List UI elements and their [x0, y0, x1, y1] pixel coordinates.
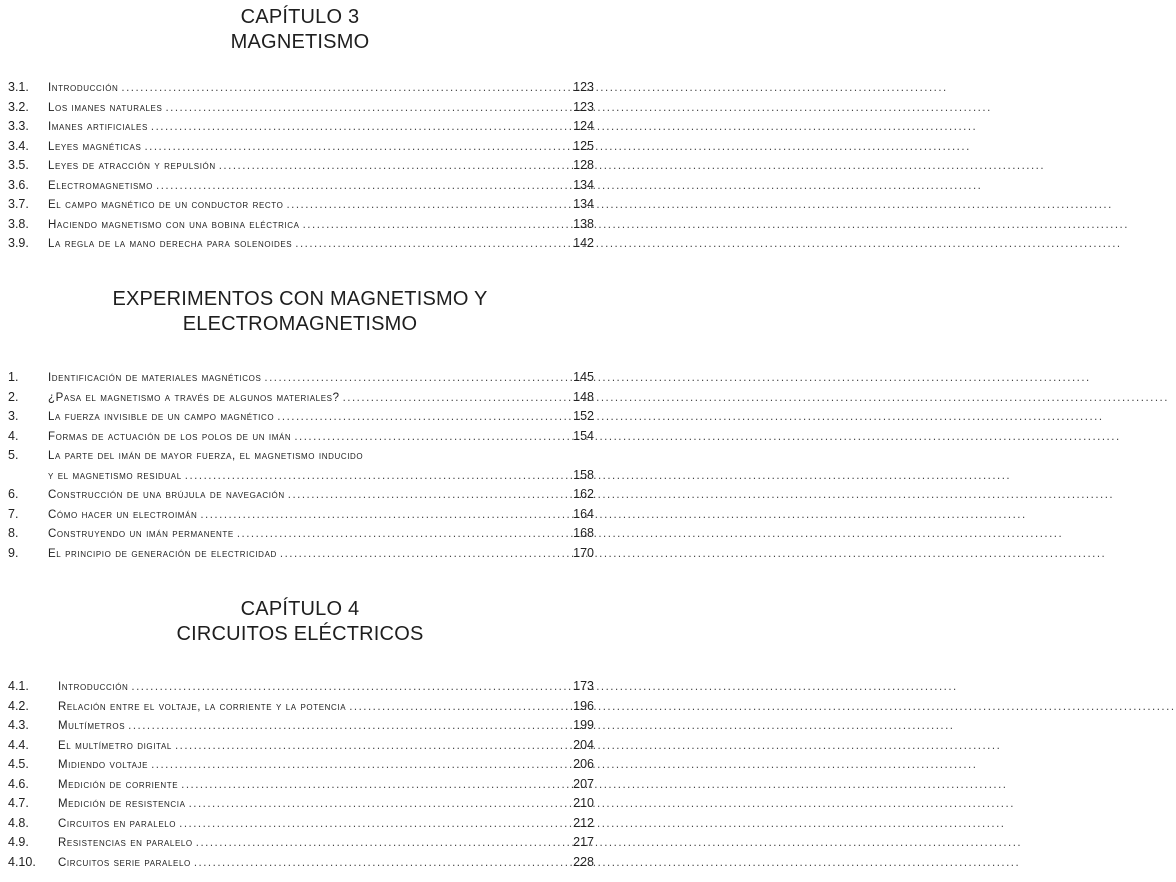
dot-leader [280, 548, 570, 560]
entry-title: El principio de generación de electricidad [48, 547, 277, 560]
chapter4-title: CIRCUITOS ELÉCTRICOS [176, 623, 424, 645]
dot-leader [200, 509, 570, 521]
dot-leader [303, 219, 571, 231]
dot-leader [121, 82, 570, 94]
dot-leader [264, 372, 570, 384]
entry-page: 152 [573, 409, 594, 423]
entry-page: 134 [573, 177, 594, 192]
dot-leader [175, 740, 570, 752]
toc-row[interactable] [8, 679, 594, 699]
entry-number: 5. [8, 448, 19, 462]
entry-title: Identificación de materiales magnéticos [48, 372, 262, 384]
entry-title: Construyendo un imán permanente [48, 528, 234, 540]
dot-leader [185, 470, 570, 482]
toc-row[interactable] [8, 178, 594, 198]
entry-page: 207 [573, 776, 594, 791]
entry-number: 9. [8, 545, 19, 560]
entry-page: 162 [573, 487, 594, 501]
dot-leader [294, 431, 570, 443]
entry-page: 145 [573, 370, 594, 384]
entry-number: 7. [8, 506, 19, 521]
entry-number: 4.5. [8, 757, 29, 771]
dot-leader [237, 528, 570, 540]
toc-row[interactable] [8, 546, 594, 566]
dot-leader [295, 238, 570, 250]
entry-title: Introducción [58, 681, 129, 693]
entry-number: 3.5. [8, 158, 29, 172]
dot-leader [286, 199, 570, 211]
entry-page: 217 [573, 835, 594, 849]
toc-row[interactable] [8, 197, 594, 217]
toc-row[interactable] [8, 835, 594, 855]
entry-title: Leyes magnéticas [48, 140, 142, 153]
entry-page: 212 [573, 815, 594, 830]
entry-number: 8. [8, 526, 19, 540]
entry-number: 3.9. [8, 236, 29, 250]
chapter4-label: CAPÍTULO 4 [240, 598, 360, 620]
entry-page: 138 [573, 216, 594, 231]
dot-leader [196, 837, 570, 849]
entry-title: Medición de corriente [58, 778, 179, 791]
toc-row[interactable] [8, 236, 594, 256]
entry-page: 206 [573, 757, 594, 771]
entry-number: 4. [8, 428, 19, 443]
entry-title: Circuitos serie paralelo [58, 856, 191, 869]
toc-row[interactable] [8, 487, 594, 507]
entry-number: 4.3. [8, 718, 29, 732]
dot-leader [128, 720, 570, 732]
toc-row[interactable] [8, 526, 594, 546]
entry-title: Haciendo magnetismo con una bobina eléctrica [48, 218, 300, 231]
experiments-title-line1: EXPERIMENTOS CON MAGNETISMO Y [112, 288, 488, 310]
dot-leader [144, 141, 570, 153]
entry-page: 123 [573, 80, 594, 94]
entry-number: 3.2. [8, 99, 29, 114]
dot-leader [179, 818, 570, 830]
entry-title: Multímetros [58, 720, 126, 732]
dot-leader [189, 798, 571, 810]
dot-leader [165, 102, 570, 114]
entry-page: 173 [573, 679, 594, 693]
entry-title: La parte del imán de mayor fuerza, el magnetismo inducido [48, 450, 364, 462]
toc-row-continuation[interactable] [8, 468, 594, 488]
entry-number: 3.8. [8, 216, 29, 231]
toc-row[interactable] [8, 816, 594, 836]
toc-row[interactable] [8, 370, 594, 390]
entry-page: 158 [573, 467, 594, 482]
entry-page: 124 [573, 119, 594, 133]
dot-leader [288, 489, 570, 501]
entry-page: 154 [573, 428, 594, 443]
entry-number: 4.2. [8, 698, 29, 713]
entry-title: El multímetro digital [58, 739, 172, 752]
dot-leader [151, 121, 570, 133]
entry-number: 3.7. [8, 197, 29, 211]
entry-title: Midiendo voltaje [58, 759, 149, 771]
toc-row[interactable] [8, 757, 594, 777]
dot-leader [277, 411, 570, 423]
entry-number: 3.1. [8, 80, 29, 94]
toc-row[interactable] [8, 796, 594, 816]
entry-page: 196 [573, 698, 594, 713]
entry-number: 3.6. [8, 177, 29, 192]
toc-row[interactable] [8, 718, 594, 738]
entry-number: 3. [8, 409, 19, 423]
entry-number: 2. [8, 389, 19, 404]
entry-title: Electromagnetismo [48, 179, 153, 192]
entry-page: 170 [573, 545, 594, 560]
entry-page: 199 [573, 718, 594, 732]
entry-page: 210 [573, 796, 594, 810]
toc-row[interactable] [8, 158, 594, 178]
entry-title: Circuitos en paralelo [58, 817, 177, 830]
entry-page: 168 [573, 526, 594, 540]
entry-title: Los imanes naturales [48, 101, 163, 114]
experiments-heading [0, 287, 600, 337]
entry-number: 4.4. [8, 737, 29, 752]
entry-title: Construcción de una brújula de navegación [48, 489, 285, 501]
entry-page: 123 [573, 99, 594, 114]
dot-leader [156, 180, 570, 192]
entry-page: 128 [573, 158, 594, 172]
entry-page: 148 [573, 389, 594, 404]
entry-page: 134 [573, 197, 594, 211]
dot-leader [181, 779, 570, 791]
entry-title-continuation: y el magnetismo residual [48, 469, 182, 482]
entry-number: 4.9. [8, 835, 29, 849]
toc-row[interactable] [8, 507, 594, 527]
toc-row[interactable] [8, 119, 594, 139]
toc-row[interactable] [8, 390, 594, 410]
entry-number: 4.8. [8, 815, 29, 830]
entry-title: La fuerza invisible de un campo magnético [48, 411, 275, 423]
chapter4-heading [0, 597, 600, 647]
toc-row[interactable] [8, 448, 594, 468]
entry-number: 4.10. [8, 854, 36, 869]
entry-title: La regla de la mano derecha para solenoides [48, 238, 293, 250]
entry-title: Introducción [48, 82, 119, 94]
entry-title: Imanes artificiales [48, 121, 148, 133]
toc-row[interactable] [8, 855, 594, 875]
entry-title: Cómo hacer un electroimán [48, 508, 198, 521]
entry-number: 1. [8, 370, 19, 384]
entry-number: 4.7. [8, 796, 29, 810]
toc-row[interactable] [8, 100, 594, 120]
dot-leader [349, 701, 570, 713]
entry-number: 3.4. [8, 138, 29, 153]
entry-title: Leyes de atracción y repulsión [48, 160, 216, 172]
entry-number: 4.1. [8, 679, 29, 693]
chapter3-toc [0, 80, 594, 256]
dot-leader [151, 759, 570, 771]
toc-row[interactable] [8, 777, 594, 797]
chapter4-toc [0, 679, 594, 874]
toc-row[interactable] [8, 139, 594, 159]
dot-leader [194, 857, 570, 869]
entry-number: 4.6. [8, 776, 29, 791]
experiments-title-line2: ELECTROMAGNETISMO [182, 313, 418, 335]
entry-page: 204 [573, 737, 594, 752]
entry-title: Relación entre el voltaje, la corriente y la potencia [58, 700, 347, 713]
dot-leader [219, 160, 570, 172]
dot-leader [131, 681, 570, 693]
entry-title: ¿Pasa el magnetismo a través de algunos materiales? [48, 391, 340, 404]
toc-row[interactable] [8, 217, 594, 237]
toc-row[interactable] [8, 429, 594, 449]
chapter3-heading [0, 5, 600, 55]
entry-page: 142 [573, 236, 594, 250]
entry-number: 6. [8, 487, 19, 501]
entry-number: 3.3. [8, 119, 29, 133]
dot-leader [343, 392, 571, 404]
entry-page: 164 [573, 506, 594, 521]
toc-row[interactable] [8, 409, 594, 429]
entry-title: Resistencias en paralelo [58, 837, 193, 849]
entry-page: 125 [573, 138, 594, 153]
chapter3-label: CAPÍTULO 3 [240, 6, 360, 28]
entry-page: 228 [573, 854, 594, 869]
experiments-toc [0, 370, 594, 565]
entry-title: Medición de resistencia [58, 798, 186, 810]
entry-title: El campo magnético de un conductor recto [48, 199, 284, 211]
toc-row[interactable] [8, 738, 594, 758]
chapter3-title: MAGNETISMO [230, 31, 370, 53]
toc-row[interactable] [8, 699, 594, 719]
toc-row[interactable] [8, 80, 594, 100]
entry-title: Formas de actuación de los polos de un imán [48, 430, 292, 443]
